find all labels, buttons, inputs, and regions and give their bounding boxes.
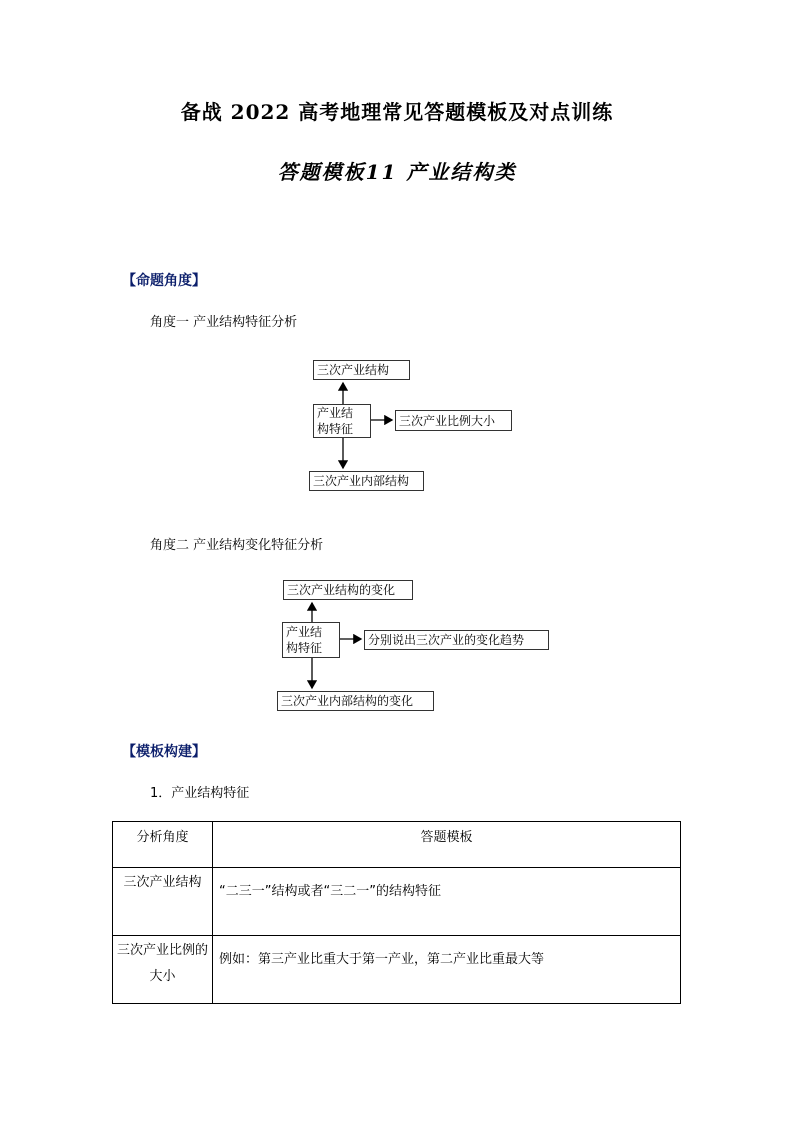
- section-heading-template: 【模板构建】: [122, 744, 206, 760]
- table-cell-template: “二三一”结构或者“三二一”的结构特征: [213, 868, 681, 936]
- angle1-label: 角度一 产业结构特征分析: [150, 315, 298, 330]
- diagram1-bottom-box: 三次产业内部结构: [309, 471, 424, 491]
- diagram1-right-box: 三次产业比例大小: [395, 410, 512, 431]
- table-cell-angle: 三次产业结构: [113, 868, 213, 936]
- document-title: 备战 2022 高考地理常见答题模板及对点训练: [180, 100, 614, 124]
- table-row: [113, 868, 681, 936]
- table-row: [113, 936, 681, 1004]
- angle2-label: 角度二 产业结构变化特征分析: [150, 538, 324, 553]
- diagram2-right-box: 分别说出三次产业的变化趋势: [364, 630, 549, 650]
- table-header-angle: 分析角度: [113, 822, 213, 868]
- diagram2-bottom-box: 三次产业内部结构的变化: [277, 691, 434, 711]
- table-cell-angle: 三次产业比例的大小: [113, 936, 213, 1004]
- template-item-1: 1．产业结构特征: [150, 786, 250, 801]
- diagram1-top-box: 三次产业结构: [313, 360, 410, 380]
- table-header-row: [113, 822, 681, 868]
- diagram2-top-box: 三次产业结构的变化: [283, 580, 413, 600]
- diagram2-center-text: 产业结构特征: [286, 625, 323, 655]
- diagram1-center-text: 产业结构特征: [317, 406, 354, 436]
- table-header-template: 答题模板: [213, 822, 681, 868]
- table-cell-template: 例如：第三产业比重大于第一产业，第二产业比重最大等: [213, 936, 681, 1004]
- section-heading-angles: 【命题角度】: [122, 273, 206, 289]
- document-subtitle: 答题模板11 产业结构类: [277, 160, 517, 184]
- template-table: [112, 821, 681, 1004]
